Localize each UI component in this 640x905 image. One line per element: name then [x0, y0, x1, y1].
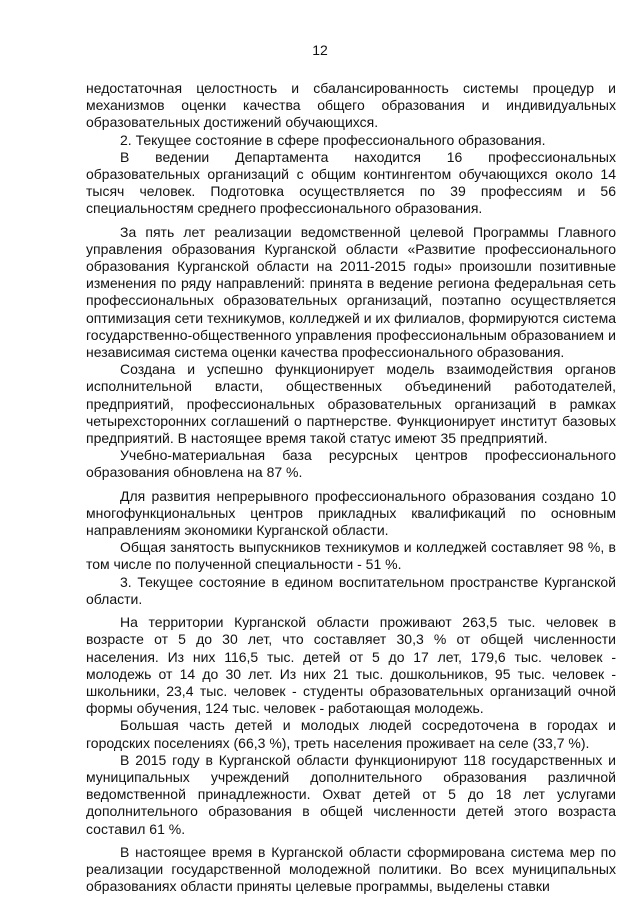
page-number: 12: [312, 42, 328, 58]
paragraph-5: Создана и успешно функционирует модель взаимодействия органов исполнительной власти, общественных объединений работодателей, предприятий, профессиональных образовательных организаций в рамках четырехсторонних соглашений о партнерстве. Функционирует институт базовых предприятий. В настоящее время такой статус имеют 35 предприятий.: [86, 361, 616, 447]
paragraph-4: За пять лет реализации ведомственной целевой Программы Главного управления образования Курганской области «Развитие профессионального образования Курганской области на 2011-2015 годы» произошли позитивные изменения по ряду направлений: принята в ведение региона федеральная сеть профессиональных образовательных организаций, поэтапно осуществляется оптимизация сети техникумов, колледжей и их филиалов, формируются система государственно-общественного управления профессиональным образованием и независимая система оценки качества профессионального образования.: [86, 223, 616, 361]
paragraph-11: Большая часть детей и молодых людей сосредоточена в городах и городских поселениях (66,3 %), треть населения проживает на селе (33,7 %).: [86, 717, 616, 751]
paragraph-13: В настоящее время в Курганской области сформирована система мер по реализации государственной молодежной политики. Во всех муниципальных образованиях области приняты целевые программы, выделены ставки: [86, 843, 616, 895]
body-text: [86, 80, 616, 895]
paragraph-3: В ведении Департамента находится 16 профессиональных образовательных организаций с общим контингентом обучающихся около 14 тысяч человек. Подготовка осуществляется по 39 профессиям и 56 специальностям среднего профессионального образования.: [86, 148, 616, 217]
paragraph-12: В 2015 году в Курганской области функционируют 118 государственных и муниципальных учреждений дополнительного образования различной ведомственной принадлежности. Охват детей от 5 до 18 лет услугами дополнительного образования в общей численности детей этого возраста составил 61 %.: [86, 751, 616, 837]
paragraph-1: недостаточная целостность и сбалансированность системы процедур и механизмов оценки качества общего образования и индивидуальных образовательных достижений обучающихся.: [86, 80, 616, 131]
paragraph-6: Учебно-материальная база ресурсных центров профессионального образования обновлена на 87 %.: [86, 447, 616, 481]
paragraph-10: На территории Курганской области проживают 263,5 тыс. человек в возрасте от 5 до 30 лет, что составляет 30,3 % от общей численности населения. Из них 116,5 тыс. детей от 5 до 17 лет, 179,6 тыс. человек - молодежь от 14 до 30 лет. Из них 21 тыс. дошкольников, 95 тыс. человек - школьники, 23,4 тыс. человек - студенты образовательных организаций очной формы обучения, 124 тыс. человек - работающая молодежь.: [86, 614, 616, 717]
paragraph-9: 3. Текущее состояние в едином воспитательном пространстве Курганской области.: [86, 573, 616, 607]
paragraph-8: Общая занятость выпускников техникумов и колледжей составляет 98 %, в том числе по полученной специальности - 51 %.: [86, 539, 616, 573]
paragraph-7: Для развития непрерывного профессионального образования создано 10 многофункциональных центров прикладных квалификаций по основным направлениям экономики Курганской области.: [86, 487, 616, 539]
paragraph-2: 2. Текущее состояние в сфере профессионального образования.: [120, 131, 546, 148]
